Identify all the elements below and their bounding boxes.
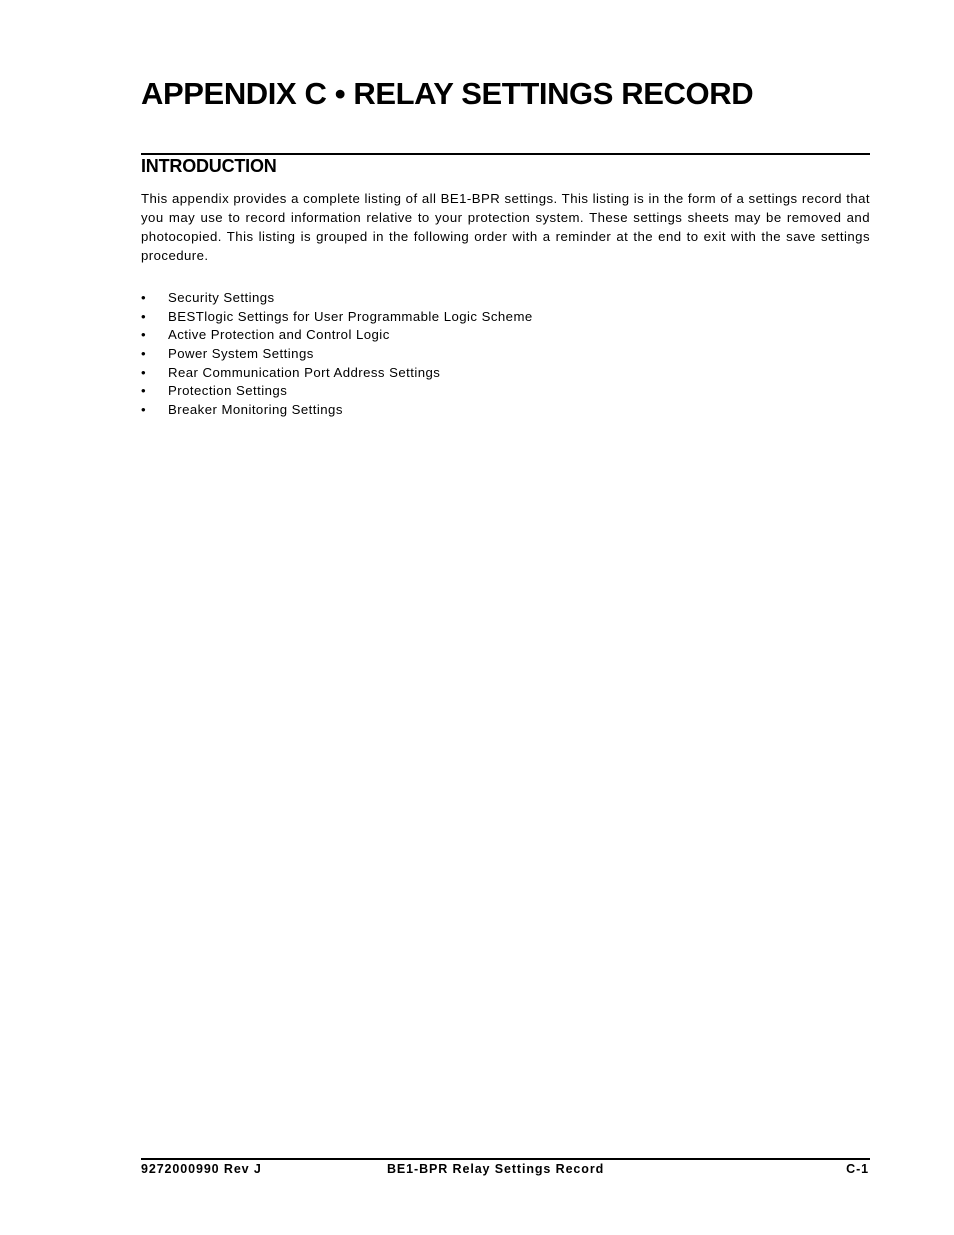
list-item-label: BESTlogic Settings for User Programmable Logic Scheme (168, 308, 533, 324)
list-item-label: Security Settings (168, 290, 275, 305)
list-item-label: Active Protection and Control Logic (168, 327, 390, 343)
section-heading: INTRODUCTION (141, 156, 277, 176)
bullet-icon: • (141, 346, 147, 362)
bullet-icon: • (141, 364, 147, 380)
bullet-icon: • (141, 308, 147, 324)
bullet-icon: • (141, 290, 147, 305)
footer-divider (141, 1158, 870, 1160)
list-item-label: Breaker Monitoring Settings (168, 402, 343, 418)
footer-doc-title: BE1-BPR Relay Settings Record (387, 1162, 605, 1176)
bullet-icon: • (141, 402, 147, 418)
bullet-icon: • (141, 383, 147, 399)
footer-page-number: C-1 (846, 1162, 869, 1176)
bullet-icon: • (141, 327, 147, 343)
list-item-label: Protection Settings (168, 383, 288, 399)
intro-paragraph: This appendix provides a complete listing of all BE1-BPR settings. This listing is in the form of a settings record that you may use to record information relative to your protection system. These settings sheets may be removed and photocopied. This listing is grouped in the following order with a reminder at the end to exit with the save settings procedure. (141, 191, 870, 263)
appendix-title: APPENDIX C • RELAY SETTINGS RECORD (141, 76, 754, 111)
footer-doc-number: 9272000990 Rev J (141, 1162, 262, 1176)
list-item-label: Power System Settings (168, 346, 314, 362)
list-item-label: Rear Communication Port Address Settings (168, 364, 441, 380)
